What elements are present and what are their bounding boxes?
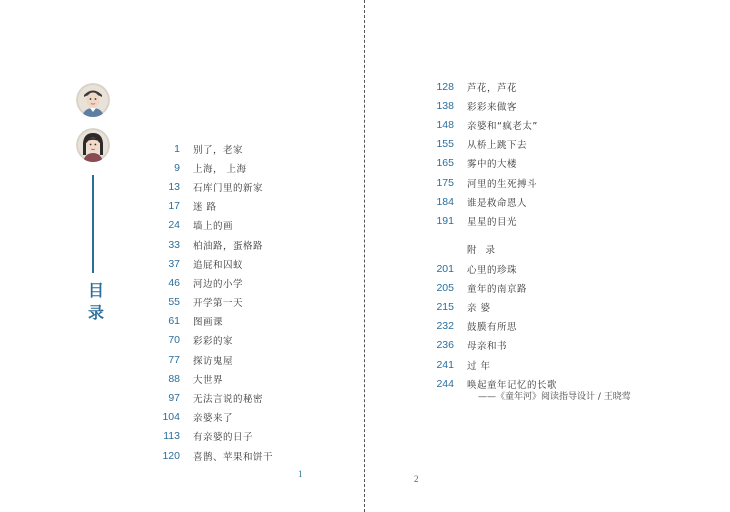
toc-page-number: 128: [436, 80, 454, 93]
toc-entry[interactable]: [422, 355, 557, 374]
reading-guide-credit: ——《童年河》阅读指导设计 / 王晓莺: [478, 392, 631, 402]
toc-page-number: 88: [168, 372, 180, 385]
toc-entry[interactable]: [148, 369, 273, 388]
toc-entry[interactable]: [422, 278, 557, 297]
toc-page-number: 232: [436, 320, 454, 333]
toc-entry[interactable]: [148, 139, 273, 158]
toc-chapter-title: 喜鹊、苹果和饼干: [193, 451, 274, 463]
toc-entry[interactable]: [148, 408, 273, 427]
toc-page-number: 120: [162, 449, 180, 462]
toc-chapter-title: 河里的生死搏斗: [467, 178, 538, 190]
appendix-heading: 附 录: [467, 245, 499, 256]
toc-entry[interactable]: [422, 297, 557, 316]
toc-chapter-title: 石库门里的新家: [193, 182, 264, 194]
toc-page-number: 70: [168, 334, 180, 347]
toc-page-number: 104: [162, 411, 180, 424]
toc-chapter-title: 母亲和书: [467, 341, 508, 353]
toc-page-number: 24: [168, 219, 180, 232]
toc-page-number: 37: [168, 257, 180, 270]
toc-page-number: 244: [436, 377, 454, 390]
toc-entry[interactable]: [148, 235, 273, 254]
toc-title: [86, 280, 106, 324]
toc-chapter-title: 从桥上跳下去: [467, 140, 528, 152]
toc-title-char: 录: [87, 303, 104, 322]
toc-entry[interactable]: [422, 192, 538, 211]
toc-entry[interactable]: [422, 115, 538, 134]
toc-list-left: [148, 139, 273, 465]
toc-page-number: 61: [168, 315, 180, 328]
toc-page-number: 191: [436, 214, 454, 227]
toc-list-appendix: [422, 259, 557, 393]
toc-chapter-title: 亲婆和“疯老太”: [467, 120, 538, 132]
toc-page-number: 184: [436, 195, 454, 208]
toc-entry[interactable]: [148, 273, 273, 292]
toc-page-number: 155: [436, 138, 454, 151]
portrait-boy-icon: [76, 83, 110, 117]
toc-entry[interactable]: [148, 254, 273, 273]
toc-entry[interactable]: [422, 135, 538, 154]
toc-entry[interactable]: [148, 293, 273, 312]
toc-chapter-title: 过 年: [467, 360, 491, 372]
toc-entry[interactable]: [422, 259, 557, 278]
toc-list-right: [422, 77, 538, 231]
toc-chapter-title: 谁是救命恩人: [467, 197, 528, 209]
page-number: 2: [414, 474, 419, 484]
toc-entry[interactable]: [148, 446, 273, 465]
toc-page-number: 13: [168, 180, 180, 193]
toc-entry[interactable]: [148, 312, 273, 331]
toc-page-number: 113: [163, 430, 180, 443]
toc-chapter-title: 墙上的画: [193, 221, 234, 233]
toc-page-number: 236: [436, 339, 454, 352]
toc-chapter-title: 星星的目光: [467, 216, 518, 228]
toc-page-number: 17: [168, 200, 180, 213]
toc-entry[interactable]: [422, 336, 557, 355]
toc-chapter-title: 亲婆来了: [193, 413, 234, 425]
toc-entry[interactable]: [148, 197, 273, 216]
toc-entry[interactable]: [148, 331, 273, 350]
toc-chapter-title: 迷 路: [193, 202, 217, 214]
toc-page-number: 205: [436, 281, 454, 294]
toc-entry[interactable]: [422, 211, 538, 230]
toc-entry[interactable]: [422, 77, 538, 96]
toc-chapter-title: 别了，老家: [193, 144, 244, 156]
toc-chapter-title: 亲 婆: [467, 302, 491, 314]
toc-chapter-title: 大世界: [193, 374, 224, 386]
toc-chapter-title: 探访鬼屋: [193, 355, 234, 367]
toc-entry[interactable]: [148, 216, 273, 235]
toc-chapter-title: 柏油路，蛋格路: [193, 240, 264, 252]
toc-chapter-title: 鼓膜有所思: [467, 322, 518, 334]
toc-chapter-title: 芦花，芦花: [467, 82, 518, 94]
toc-chapter-title: 有亲婆的日子: [193, 432, 254, 444]
decorative-line: [92, 175, 94, 273]
toc-chapter-title: 雾中的大楼: [467, 159, 518, 171]
toc-page-number: 138: [436, 99, 454, 112]
toc-chapter-title: 图画课: [193, 317, 224, 329]
toc-page-number: 97: [168, 392, 180, 405]
toc-page-number: 201: [436, 262, 454, 275]
toc-chapter-title: 童年的南京路: [467, 283, 528, 295]
toc-chapter-title: 无法言说的秘密: [193, 394, 264, 406]
toc-page-number: 77: [168, 353, 180, 366]
toc-chapter-title: 彩彩的家: [193, 336, 234, 348]
toc-page-number: 148: [436, 118, 454, 131]
toc-entry[interactable]: [148, 177, 273, 196]
toc-chapter-title: 开学第一天: [193, 298, 244, 310]
toc-page-number: 46: [168, 276, 180, 289]
toc-title-char: 目: [87, 281, 104, 300]
toc-entry[interactable]: [148, 350, 273, 369]
portrait-girl-icon: [76, 128, 110, 162]
toc-page-number: 33: [168, 238, 180, 251]
toc-chapter-title: 追屁和囚蚁: [193, 259, 244, 271]
toc-entry[interactable]: [422, 317, 557, 336]
toc-entry[interactable]: [422, 96, 538, 115]
toc-page-number: 55: [168, 296, 180, 309]
toc-page-number: 241: [436, 358, 454, 371]
toc-entry[interactable]: [148, 427, 273, 446]
toc-entry[interactable]: [422, 173, 538, 192]
toc-page-number: 165: [436, 157, 454, 170]
toc-page-number: 215: [436, 300, 454, 313]
toc-chapter-title: 唤起童年记忆的长歌: [467, 379, 558, 391]
toc-chapter-title: 彩彩来做客: [467, 101, 518, 113]
toc-chapter-title: 河边的小学: [193, 278, 244, 290]
toc-page-number: 1: [174, 142, 180, 155]
toc-chapter-title: 上海， 上海: [193, 163, 247, 175]
toc-entry[interactable]: [148, 158, 273, 177]
toc-chapter-title: 心里的珍珠: [467, 264, 518, 276]
toc-page-number: 9: [174, 161, 180, 174]
toc-entry[interactable]: [422, 154, 538, 173]
page-number: 1: [298, 469, 303, 479]
toc-page-number: 175: [436, 176, 454, 189]
toc-entry[interactable]: [148, 388, 273, 407]
